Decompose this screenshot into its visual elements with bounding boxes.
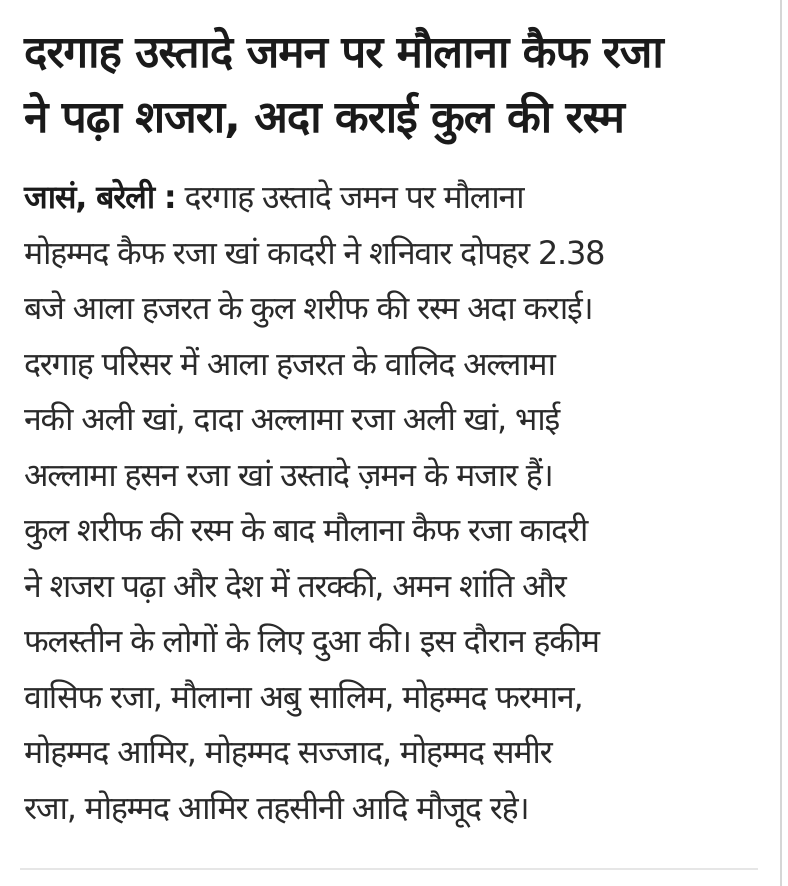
- bottom-rule: [20, 868, 758, 870]
- headline-line-1: दरगाह उस्तादे जमन पर मौलाना कैफ रजा: [24, 27, 663, 78]
- body-line-5: नकी अली खां, दादा अल्लामा रजा अली खां, भाई: [24, 400, 559, 438]
- body-line-1-text: दरगाह उस्तादे जमन पर मौलाना: [184, 178, 524, 216]
- body-line-2: मोहम्मद कैफ रजा खां कादरी ने शनिवार दोपहर 2.38: [24, 233, 605, 272]
- body-line-1: [24, 170, 764, 226]
- headline-line-2: ने पढ़ा शजरा, अदा कराई कुल की रस्म: [24, 92, 624, 143]
- body-line-7: कुल शरीफ की रस्म के बाद मौलाना कैफ रजा कादरी: [24, 511, 588, 549]
- body-line-12: रजा, मोहम्मद आमिर तहसीनी आदि मौजूद रहे।: [24, 788, 529, 827]
- body-line-4: दरगाह परिसर में आला हजरत के वालिद अल्लामा: [24, 344, 555, 383]
- body-line-8: ने शजरा पढ़ा और देश में तरक्की, अमन शांति और: [24, 566, 566, 605]
- body-line-6: अल्लामा हसन रजा खां उस्तादे ज़मन के मजार हैं।: [24, 455, 553, 494]
- body-line-3: बजे आला हजरत के कुल शरीफ की रस्म अदा कराई।: [24, 289, 593, 327]
- dateline: जासं, बरेली :: [24, 178, 176, 216]
- article-headline: [24, 20, 764, 150]
- body-line-11: मोहम्मद आमिर, मोहम्मद सज्जाद, मोहम्मद समीर: [24, 733, 552, 771]
- body-line-9: फलस्तीन के लोगों के लिए दुआ की। इस दौरान हकीम: [24, 622, 599, 660]
- body-line-10: वासिफ रजा, मौलाना अबु सालिम, मोहम्मद फरमान,: [24, 677, 583, 716]
- column-divider: [780, 0, 782, 886]
- article-body: [24, 170, 764, 836]
